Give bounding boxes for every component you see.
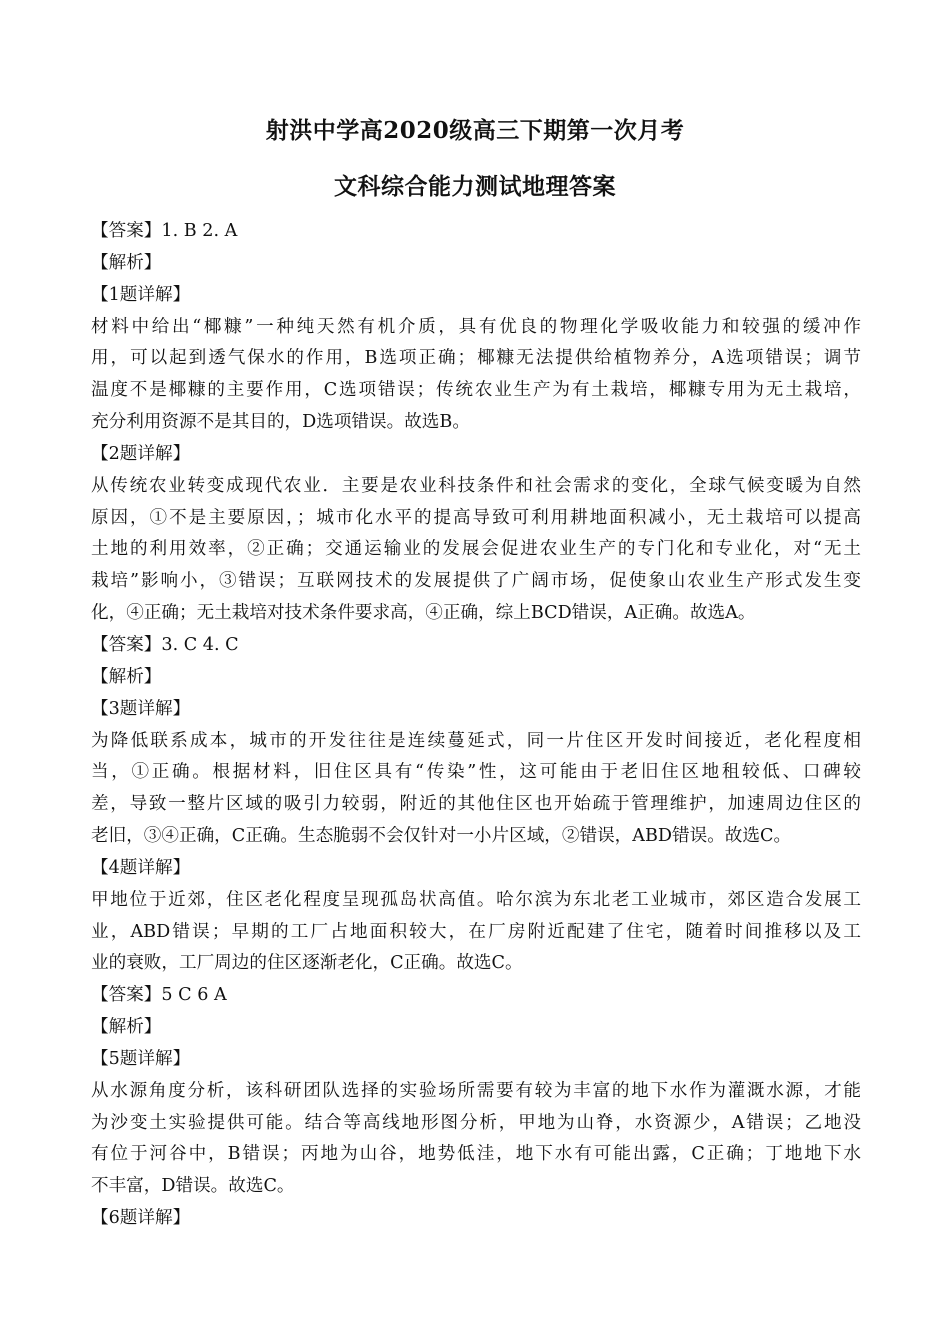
text-line: 从传统农业转变成现代农业．主要是农业科技条件和社会需求的变化，全球气候变暖为自然: [91, 475, 861, 496]
text-line: 为降低联系成本，城市的开发往往是连续蔓延式，同一片住区开发时间接近，老化程度相: [91, 730, 861, 751]
text-line: 不丰富，D错误。故选C。: [91, 1176, 295, 1197]
text-line: 【解析】: [91, 666, 162, 687]
text-line: 为沙变土实验提供可能。结合等高线地形图分析，甲地为山脊，水资源少，A错误；乙地没: [91, 1112, 861, 1133]
text-line: 有位于河谷中，B错误；丙地为山谷，地势低洼，地下水有可能出露，C正确；丁地地下水: [91, 1144, 861, 1165]
text-line: 土地的利用效率，②正确；交通运输业的发展会促进农业生产的专门化和专业化，对“无土: [91, 539, 861, 560]
text-line: 【解析】: [91, 1017, 162, 1038]
text-line: 【2题详解】: [91, 443, 191, 464]
text-line: 【4题详解】: [91, 857, 191, 878]
text-line: 【答案】3. C 4. C: [91, 634, 239, 655]
text-line: 业，ABD错误；早期的工厂占地面积较大，在厂房附近配建了住宅，随着时间推移以及工: [91, 921, 861, 942]
text-line: 充分利用资源不是其目的，D选项错误。故选B。: [91, 412, 470, 433]
text-line: 【6题详解】: [91, 1208, 191, 1229]
text-line: 【答案】1. B 2. A: [91, 221, 238, 241]
text-line: 老旧，③④正确，C正确。生态脆弱不会仅针对一小片区域，②错误，ABD错误。故选C。: [91, 826, 792, 847]
text-line: 用，可以起到透气保水的作用，B选项正确；椰糠无法提供给植物养分，A选项错误；调节: [91, 348, 861, 369]
text-line: 差，导致一整片区域的吸引力较弱，附近的其他住区也开始疏于管理维护，加速周边住区的: [91, 794, 861, 815]
text-line: 【1题详解】: [91, 284, 191, 305]
text-line: 【答案】5 C 6 A: [91, 985, 227, 1006]
answer-body: [91, 216, 861, 1235]
text-line: 温度不是椰糠的主要作用，C选项错误；传统农业生产为有土栽培，椰糠专用为无土栽培，: [91, 380, 861, 401]
text-line: 业的衰败，工厂周边的住区逐渐老化，C正确。故选C。: [91, 953, 523, 974]
text-line: 【5题详解】: [91, 1048, 191, 1069]
document-subtitle: 文科综合能力测试地理答案: [334, 173, 616, 200]
document-title: 射洪中学高2020级高三下期第一次月考: [265, 117, 685, 144]
text-line: 【解析】: [91, 252, 162, 273]
text-line: 栽培”影响小，③错误；互联网技术的发展提供了广阔市场，促使象山农业生产形式发生变: [91, 571, 861, 592]
text-line: 从水源角度分析，该科研团队选择的实验场所需要有较为丰富的地下水作为灌溉水源，才能: [91, 1080, 861, 1101]
text-line: 化，④正确；无土栽培对技术条件要求高，④正确，综上BCD错误，A正确。故选A。: [91, 603, 756, 624]
text-line: 原因，①不是主要原因，；城市化水平的提高导致可利用耕地面积减小，无土栽培可以提高: [91, 507, 861, 528]
text-line: 甲地位于近郊，住区老化程度呈现孤岛状高值。哈尔滨为东北老工业城市，郊区造合发展工: [91, 889, 861, 910]
text-line: 当，①正确。根据材料，旧住区具有“传染”性，这可能由于老旧住区地租较低、口碑较: [91, 762, 861, 783]
text-line: 【3题详解】: [91, 698, 191, 719]
text-line: 材料中给出“椰糠”一种纯天然有机介质，具有优良的物理化学吸收能力和较强的缓冲作: [91, 316, 861, 337]
